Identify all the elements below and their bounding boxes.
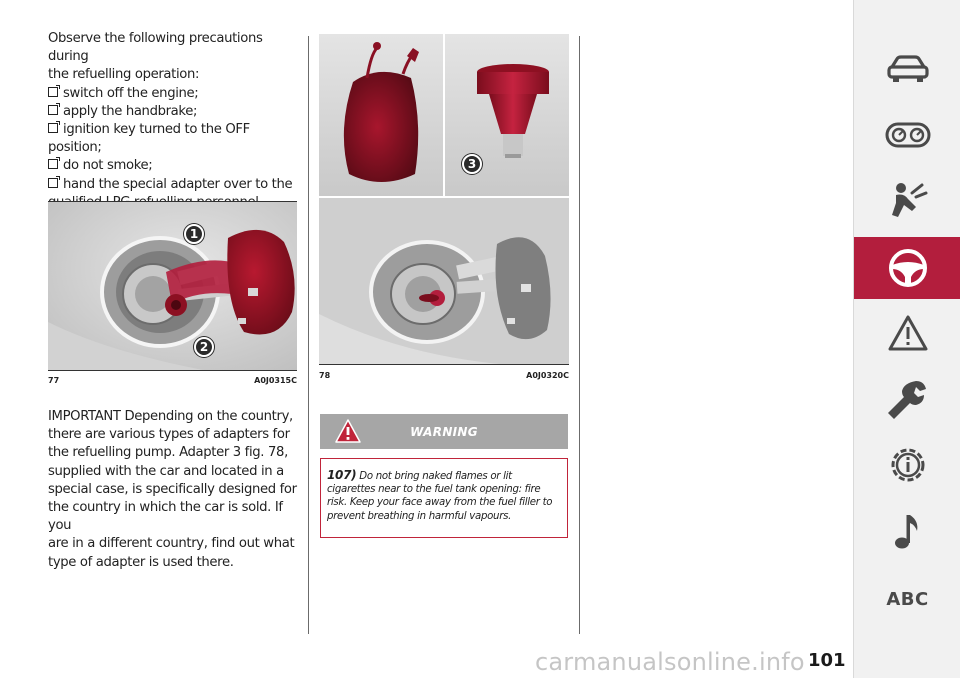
sidebar-item-multimedia[interactable]: [854, 500, 960, 562]
sidebar-item-safety[interactable]: [854, 170, 960, 232]
precaution-item: apply the handbrake;: [48, 103, 300, 121]
figure-77-fuel-filler-image: [48, 201, 297, 370]
sidebar-item-service[interactable]: [854, 368, 960, 430]
figure-77-number: 77: [48, 376, 60, 385]
sidebar-item-warnings[interactable]: [854, 302, 960, 364]
figure-78-caption: [319, 371, 569, 380]
sidebar-item-technical-data[interactable]: [854, 434, 960, 496]
checkbox-bullet-icon: [48, 123, 58, 133]
wrench-icon: [886, 377, 930, 421]
checkbox-bullet-icon: [48, 105, 58, 115]
callout-2: 2: [194, 337, 214, 357]
precaution-item: hand the special adapter over to the: [48, 176, 300, 194]
callout-3: 3: [462, 154, 482, 174]
intro-line-2: the refuelling operation:: [48, 67, 200, 83]
checkbox-bullet-icon: [48, 178, 58, 188]
precaution-item: switch off the engine;: [48, 85, 300, 103]
precaution-continuation: position;: [48, 140, 102, 156]
precautions-text-block: [48, 30, 300, 212]
page-number: 101: [808, 650, 846, 671]
column-divider-left: [308, 36, 309, 634]
important-paragraph: IMPORTANT Depending on the country, there are various types of adapters for the refuelling pump. Adapter 3 fig. 78, supplied with the car and located in a special case, is specifically designed for the country in which the car is sold. If you are in a different country, find out what type of adapter is used there.: [48, 409, 297, 570]
watermark-text: carmanualsonline.info: [535, 648, 805, 676]
gear-info-icon: [886, 443, 930, 487]
figure-77-caption-rule: [48, 370, 297, 371]
checkbox-bullet-icon: [48, 87, 58, 97]
checkbox-bullet-icon: [48, 159, 58, 169]
intro-line-1: Observe the following precautions during: [48, 31, 263, 65]
steering-wheel-icon: [887, 247, 929, 289]
warning-header: [320, 414, 568, 449]
figure-78-number: 78: [319, 371, 331, 380]
sidebar-item-driving[interactable]: [854, 237, 960, 299]
chapter-sidebar: [853, 0, 960, 678]
adapter-illustration: [319, 34, 569, 364]
dashboard-icon: [885, 121, 931, 149]
safety-icon: [886, 181, 930, 221]
music-note-icon: [891, 511, 925, 551]
warning-number: 107): [327, 468, 357, 482]
car-icon: [886, 53, 930, 85]
figure-78-adapter-image: [319, 34, 569, 364]
figure-77-code: A0J0315C: [254, 376, 297, 385]
sidebar-item-dashboard[interactable]: [854, 104, 960, 166]
figure-77-caption: [48, 376, 297, 385]
warning-body: [320, 458, 568, 538]
figure-78-caption-rule: [319, 364, 569, 365]
precaution-item: do not smoke;: [48, 157, 300, 175]
precaution-item: ignition key turned to the OFF: [48, 121, 300, 139]
warning-text: Do not bring naked flames or lit cigarettes near to the fuel tank opening: fire risk. Keep your face away from the fuel filler to prevent breathing in harmful vapours.: [327, 471, 553, 522]
warning-triangle-icon: [886, 313, 930, 353]
fuel-filler-illustration: [48, 202, 297, 370]
warning-title: WARNING: [410, 425, 478, 439]
figure-78-code: A0J0320C: [526, 371, 569, 380]
sidebar-item-car[interactable]: [854, 38, 960, 100]
sidebar-item-index[interactable]: [854, 568, 960, 630]
abc-label: ABC: [886, 588, 929, 610]
column-divider-right: [579, 36, 580, 634]
callout-1: 1: [184, 224, 204, 244]
